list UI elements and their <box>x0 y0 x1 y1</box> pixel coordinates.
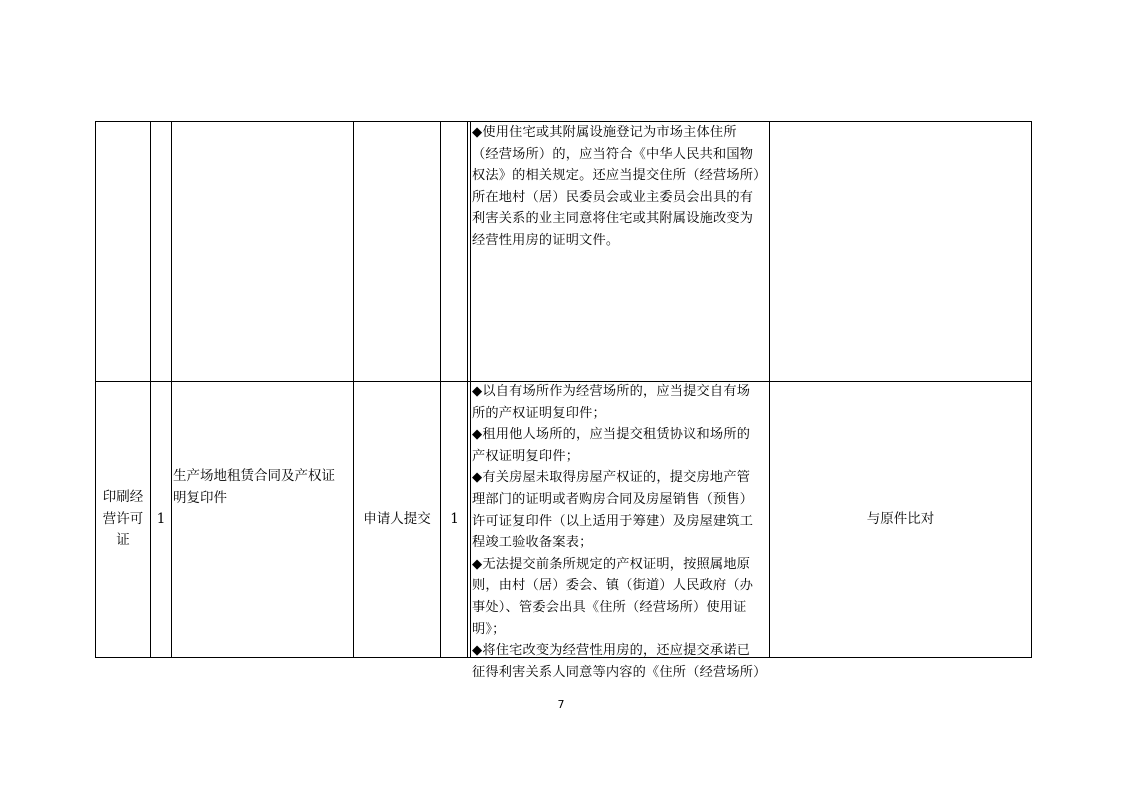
requirement-cell: ◆使用住宅或其附属设施登记为市场主体住所 （经营场所）的，应当符合《中华人民共和国物 权法》的相关规定。还应当提交住所（经营场所） 所在地村（居）民委员会或业主委员会出具的有 利害关系的业主同意将住宅或其附属设施改变为 经营性用房的证明文件。 <box>472 125 767 248</box>
column-border <box>150 121 151 658</box>
page-number: 7 <box>557 698 565 711</box>
table-right-border <box>1031 121 1032 658</box>
column-border <box>353 121 354 658</box>
requirement-cell: ◆以自有场所作为经营场所的，应当提交自有场 所的产权证明复印件； ◆租用他人场所的，应当提交租赁协议和场所的 产权证明复印件； ◆有关房屋未取得房屋产权证的，提交房地产管 理部门的证明或者购房合同及房屋销售（预售） 许可证复印件（以上适用于筹建）及房屋建筑工 程竣工验收备案表； ◆无法提交前条所规定的产权证明，按照属地原 则，由村（居）委会、镇（街道）人民政府（办 事处）、管委会出具《住所（经营场所）使用证明》； ◆将住宅改变为经营性用房的，还应提交承诺已 征得利害关系人同意等内容的《住所（经营场所） <box>472 384 767 680</box>
column-border <box>470 121 471 658</box>
review-cell: 与原件比对 <box>866 511 935 527</box>
column-border <box>95 121 96 658</box>
column-border <box>467 121 468 658</box>
sequence-cell: 1 <box>156 511 166 527</box>
column-border <box>440 121 441 658</box>
source-cell: 申请人提交 <box>363 511 431 527</box>
copies-cell: 1 <box>450 511 459 527</box>
category-cell: 印刷经 营许可 证 <box>102 489 144 548</box>
material-cell: 生产场地租赁合同及产权证 明复印件 <box>173 468 335 506</box>
column-border <box>171 121 172 658</box>
